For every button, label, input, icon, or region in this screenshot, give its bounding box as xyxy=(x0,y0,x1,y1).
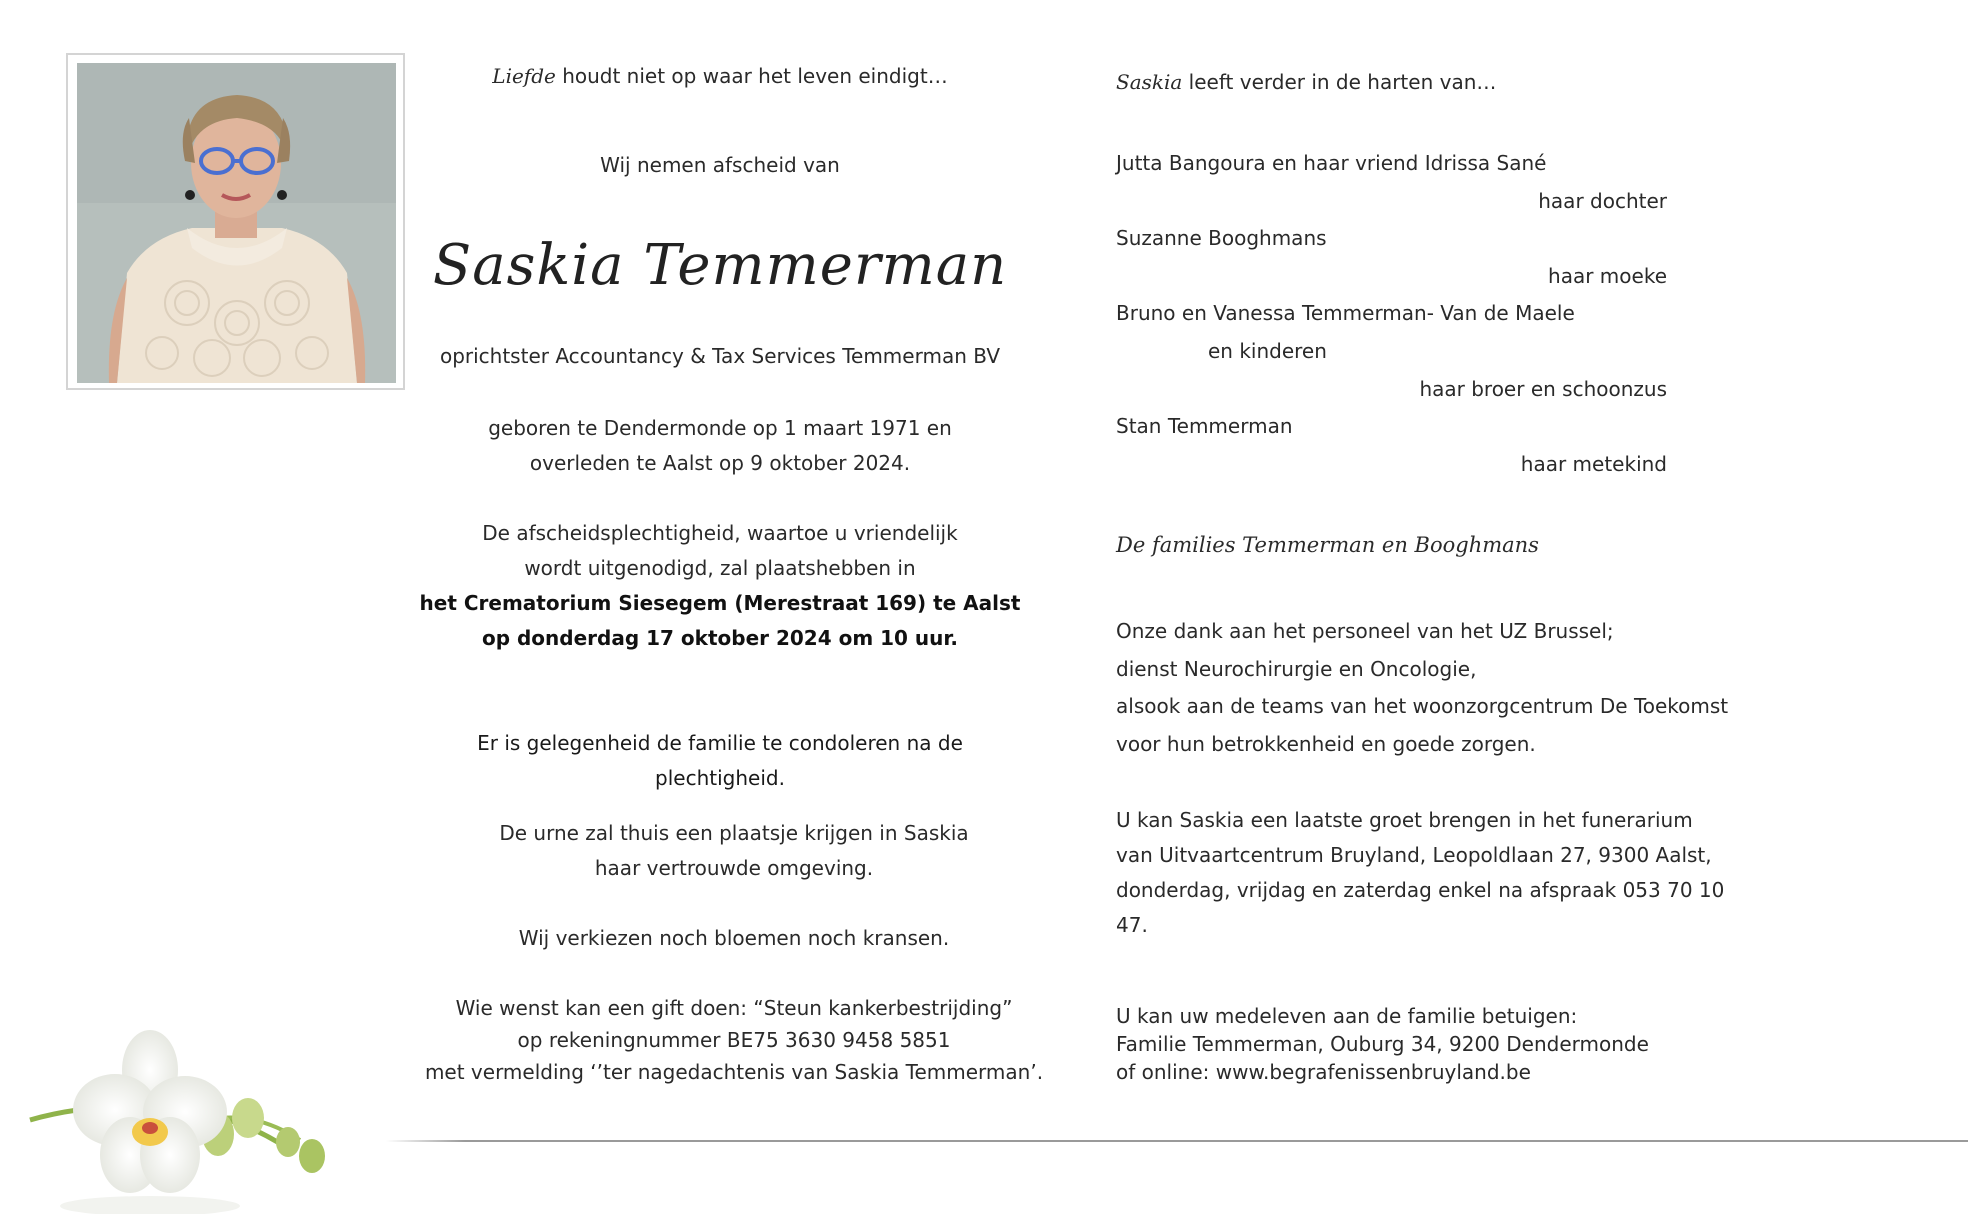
sympathy-block xyxy=(1116,1002,1756,1086)
condolence-text: Er is gelegenheid de familie te condoleren na de plechtigheid. xyxy=(477,731,963,790)
ceremony-text-2: wordt uitgenodigd, zal plaatshebben in xyxy=(524,556,916,580)
quote-line xyxy=(410,59,1030,94)
quote-script-word: Liefde xyxy=(492,64,556,88)
lives-on-line xyxy=(1116,65,1756,100)
intro-text: Wij nemen afscheid van xyxy=(600,153,840,177)
family-member-relation: haar metekind xyxy=(1520,451,1667,476)
family-member-relation: haar dochter xyxy=(1538,188,1667,213)
visit-block xyxy=(1116,803,1756,943)
orchid-icon xyxy=(20,1030,350,1214)
ceremony-place: het Crematorium Siesegem (Merestraat 169) te Aalst xyxy=(419,591,1021,615)
sympathy-line: of online: www.begrafenissenbruyland.be xyxy=(1116,1060,1531,1084)
thanks-line: alsook aan de teams van het woonzorgcentrum De Toekomst xyxy=(1116,694,1729,719)
gift-text-2: op rekeningnummer BE75 3630 9458 5851 xyxy=(517,1028,951,1052)
family-list xyxy=(1116,145,1756,483)
lives-script-word: Saskia xyxy=(1116,70,1183,94)
portrait-frame xyxy=(66,53,405,390)
ceremony-text-1: De afscheidsplechtigheid, waartoe u vriendelijk xyxy=(482,521,958,545)
visit-line: donderdag, vrijdag en zaterdag enkel na afspraak 053 70 10 47. xyxy=(1116,878,1725,937)
urn-text-2: haar vertrouwde omgeving. xyxy=(594,856,874,880)
ceremony-time: op donderdag 17 oktober 2024 om 10 uur. xyxy=(481,626,959,650)
family-member-name: Jutta Bangoura en haar vriend Idrissa Sané xyxy=(1116,151,1547,175)
family-member-name-continued: en kinderen xyxy=(1208,338,1327,363)
families-heading: De families Temmerman en Booghmans xyxy=(1116,533,1539,557)
thanks-line: Onze dank aan het personeel van het UZ Brussel; xyxy=(1116,619,1614,643)
portrait-photo xyxy=(77,63,396,383)
family-member-name: Bruno en Vanessa Temmerman- Van de Maele xyxy=(1116,301,1575,326)
family-member-relation: haar moeke xyxy=(1548,263,1667,288)
lives-text: leeft verder in de harten van… xyxy=(1182,70,1497,94)
thanks-line: voor hun betrokkenheid en goede zorgen. xyxy=(1116,731,1536,756)
gift-text-1: Wie wenst kan een gift doen: “Steun kankerbestrijding” xyxy=(455,996,1013,1020)
deceased-name: Saskia Temmerman xyxy=(432,233,1008,298)
visit-line: van Uitvaartcentrum Bruyland, Leopoldlaan 27, 9300 Aalst, xyxy=(1116,843,1712,867)
visit-line: U kan Saskia een laatste groet brengen in het funerarium xyxy=(1116,808,1693,832)
thanks-line: dienst Neurochirurgie en Oncologie, xyxy=(1116,656,1477,681)
sympathy-line: Familie Temmerman, Ouburg 34, 9200 Dendermonde xyxy=(1116,1032,1649,1056)
family-member-relation: haar broer en schoonzus xyxy=(1419,376,1667,401)
died-text: overleden te Aalst op 9 oktober 2024. xyxy=(529,451,911,475)
portrait-illustration xyxy=(77,63,396,383)
sympathy-line: U kan uw medeleven aan de familie betuigen: xyxy=(1116,1004,1578,1028)
role-text: oprichtster Accountancy & Tax Services Temmerman BV xyxy=(439,344,1001,368)
flowers-text: Wij verkiezen noch bloemen noch kransen. xyxy=(518,926,950,950)
family-member-name: Suzanne Booghmans xyxy=(1116,226,1327,251)
quote-text: houdt niet op waar het leven eindigt… xyxy=(555,64,948,88)
family-member-name: Stan Temmerman xyxy=(1116,414,1293,439)
thanks-block xyxy=(1116,613,1756,763)
urn-text-1: De urne zal thuis een plaatsje krijgen in Saskia xyxy=(499,821,969,845)
gift-text-3: met vermelding ‘’ter nagedachtenis van Saskia Temmerman’. xyxy=(424,1060,1044,1084)
born-text: geboren te Dendermonde op 1 maart 1971 en xyxy=(488,416,952,440)
bottom-divider xyxy=(386,1140,1968,1142)
